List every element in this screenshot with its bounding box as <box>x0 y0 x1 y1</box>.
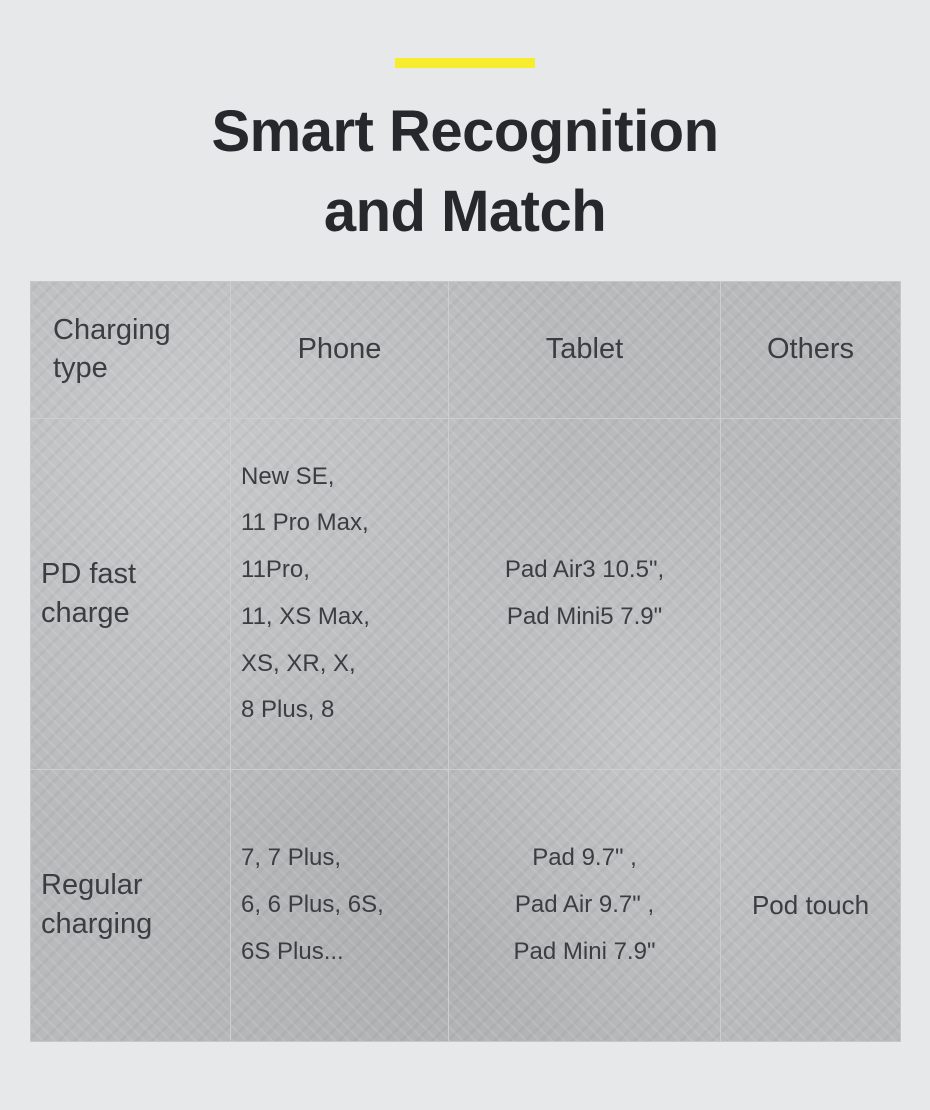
list-item: Pad Mini5 7.9" <box>506 602 663 630</box>
column-header-charging-type: Charging type <box>31 282 231 419</box>
cell-regular-phone <box>231 769 449 1041</box>
table-row <box>31 419 901 769</box>
accent-bar <box>395 58 535 68</box>
list-item: Pad Air3 10.5", <box>504 556 665 584</box>
page-title-line-2: and Match <box>323 179 607 245</box>
list-item: 6S Plus... <box>241 937 344 965</box>
list-item: New SE, <box>241 462 335 490</box>
list-item: Pad Air 9.7" , <box>514 890 655 918</box>
list-item: 7, 7 Plus, <box>241 844 342 872</box>
page-title <box>0 92 930 252</box>
cell-regular-others: Pod touch <box>721 769 901 1041</box>
page-title-line-1: Smart Recognition <box>211 99 719 164</box>
list-item: 8 Plus, 8 <box>241 696 335 724</box>
column-header-phone: Phone <box>231 282 449 419</box>
list-item: Pad 9.7" , <box>532 844 637 872</box>
cell-pd-phone <box>231 419 449 769</box>
compatibility-table-container <box>30 281 900 1042</box>
list-item: 6, 6 Plus, 6S, <box>241 890 384 918</box>
list-item: 11Pro, <box>241 556 310 584</box>
table-row <box>31 769 901 1041</box>
column-header-tablet: Tablet <box>449 282 721 419</box>
cell-regular-tablet <box>449 769 721 1041</box>
cell-pd-tablet <box>449 419 721 769</box>
list-item: XS, XR, X, <box>241 649 356 677</box>
list-item: Pad Mini 7.9" <box>513 937 656 965</box>
list-item: 11 Pro Max, <box>241 509 369 537</box>
table-header-row <box>31 282 901 419</box>
column-header-others: Others <box>721 282 901 419</box>
cell-pd-others <box>721 419 901 769</box>
row-label-regular-charging: Regular charging <box>31 769 231 1041</box>
compatibility-table <box>30 281 901 1042</box>
list-item: 11, XS Max, <box>241 602 370 630</box>
row-label-pd-fast-charge: PD fast charge <box>31 419 231 769</box>
